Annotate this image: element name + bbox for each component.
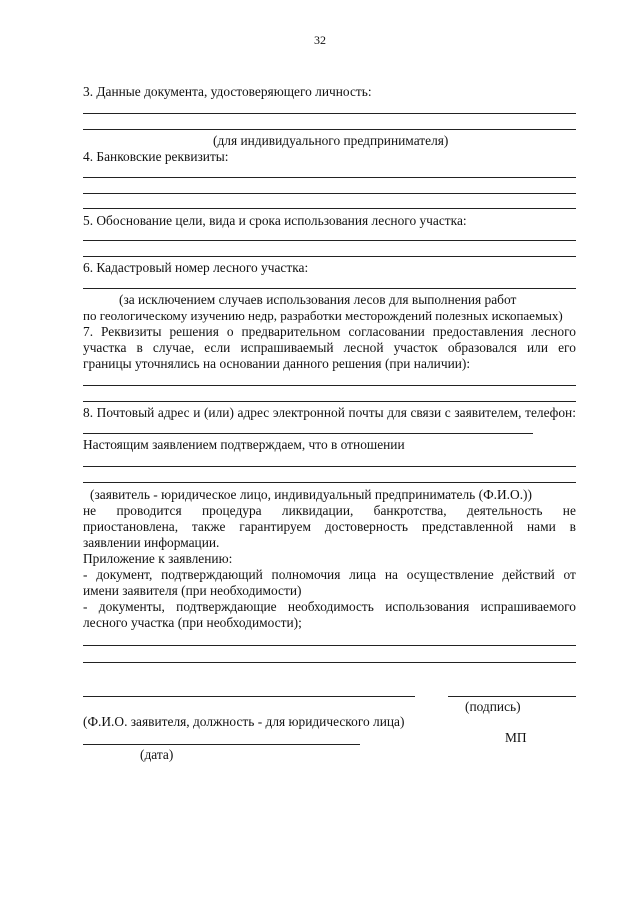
word: случае,	[152, 340, 195, 355]
page-number: 32	[314, 33, 326, 47]
section-7-line-3: границы уточнялись на основании данного решения (при наличии):	[83, 356, 471, 371]
fill-line	[83, 113, 576, 114]
word: от	[563, 567, 576, 582]
word: достоверность	[324, 519, 408, 534]
word: почты	[348, 405, 384, 420]
fill-line	[83, 433, 533, 434]
attachment-2-line-1	[83, 599, 576, 615]
word: для	[387, 405, 407, 420]
word: процедура	[201, 503, 262, 518]
word: образовался	[447, 340, 517, 355]
fill-line	[83, 240, 576, 241]
fill-line	[83, 482, 576, 483]
word: с	[444, 405, 451, 420]
word: также	[191, 519, 226, 534]
fill-line	[83, 129, 576, 130]
fill-line	[83, 385, 576, 386]
word: предварительном	[241, 324, 341, 339]
word: или	[527, 340, 549, 355]
word: связи	[410, 405, 442, 420]
date-fill-line	[83, 744, 360, 745]
fill-line	[83, 256, 576, 257]
fill-line	[83, 645, 576, 646]
word: документ,	[96, 567, 153, 582]
signature-fill-line	[448, 696, 576, 697]
word: необходимость	[287, 599, 374, 614]
word: участок	[393, 340, 438, 355]
word: ликвидации,	[281, 503, 354, 518]
word: документы,	[98, 599, 165, 614]
word: участка	[83, 340, 127, 355]
section-7-line-1	[83, 324, 576, 340]
fill-line	[83, 193, 576, 194]
statement-line-1: Настоящим заявлением подтверждаем, что в отношении	[83, 437, 405, 452]
fill-line	[83, 288, 576, 289]
word: решения	[169, 324, 219, 339]
section-8-line-1	[83, 405, 576, 421]
word: представленной	[421, 519, 514, 534]
word: деятельность	[466, 503, 543, 518]
word: лесной	[343, 340, 384, 355]
fill-line	[83, 466, 576, 467]
statement-note: (заявитель - юридическое лицо, индивидуальный предприниматель (Ф.И.О.))	[90, 487, 532, 502]
attachment-1-line-2: имени заявителя (при необходимости)	[83, 583, 302, 598]
word: адрес	[237, 405, 270, 420]
word: действий	[502, 567, 555, 582]
word: и	[193, 405, 201, 420]
word: в	[136, 340, 143, 355]
word: приостановлена,	[83, 519, 179, 534]
word: использования	[385, 599, 470, 614]
fill-line	[83, 208, 576, 209]
word: Реквизиты	[101, 324, 162, 339]
name-label: (Ф.И.О. заявителя, должность - для юридического лица)	[83, 714, 405, 729]
word: если	[204, 340, 231, 355]
fill-line	[83, 401, 576, 402]
section-6-note-line-2: по геологическому изучению недр, разработки месторождений полезных ископаемых)	[83, 308, 563, 323]
section-5-heading: 5. Обоснование цели, вида и срока использования лесного участка:	[83, 213, 467, 228]
word: 8.	[83, 405, 94, 420]
word: подтверждающие	[176, 599, 277, 614]
date-label: (дата)	[140, 747, 174, 762]
word: -	[83, 567, 88, 582]
word: гарантируем	[239, 519, 311, 534]
word: -	[83, 599, 88, 614]
word: испрашиваемого	[480, 599, 576, 614]
word: не	[562, 503, 576, 518]
word: электронной	[272, 405, 345, 420]
section-3-heading: 3. Данные документа, удостоверяющего личность:	[83, 84, 372, 99]
word: о	[226, 324, 234, 339]
word: адрес	[157, 405, 190, 420]
statement-line-4: заявлении информации.	[83, 535, 220, 550]
word: банкротства,	[373, 503, 447, 518]
word: лица	[349, 567, 377, 582]
attachment-2-line-2: лесного участка (при необходимости);	[83, 615, 302, 630]
name-fill-line	[83, 696, 415, 697]
word: его	[558, 340, 576, 355]
stamp-label: МП	[505, 730, 527, 745]
word: не	[83, 503, 97, 518]
word: испрашиваемый	[240, 340, 334, 355]
word: в	[569, 519, 576, 534]
word: (или)	[203, 405, 234, 420]
word: Почтовый	[96, 405, 155, 420]
word: подтверждающий	[161, 567, 263, 582]
section-6-note-line-1: (за исключением случаев использования лесов для выполнения работ	[119, 292, 517, 307]
attachments-heading: Приложение к заявлению:	[83, 551, 233, 566]
word: предоставления	[432, 324, 524, 339]
word: осуществление	[406, 567, 494, 582]
statement-line-2	[83, 503, 576, 519]
signature-label: (подпись)	[465, 699, 521, 714]
word: 7.	[83, 324, 94, 339]
word: заявителем,	[454, 405, 522, 420]
statement-line-3	[83, 519, 576, 535]
word: телефон:	[525, 405, 576, 420]
word: на	[384, 567, 398, 582]
section-7-line-2	[83, 340, 576, 356]
section-4-heading: 4. Банковские реквизиты:	[83, 149, 229, 164]
word: полномочия	[271, 567, 341, 582]
fill-line	[83, 662, 576, 663]
word: проводится	[116, 503, 182, 518]
attachment-1-line-1	[83, 567, 576, 583]
fill-line	[83, 177, 576, 178]
section-6-heading: 6. Кадастровый номер лесного участка:	[83, 260, 309, 275]
word: согласовании	[348, 324, 425, 339]
section-3-note: (для индивидуального предпринимателя)	[213, 133, 449, 148]
word: лесного	[531, 324, 576, 339]
word: нами	[527, 519, 556, 534]
